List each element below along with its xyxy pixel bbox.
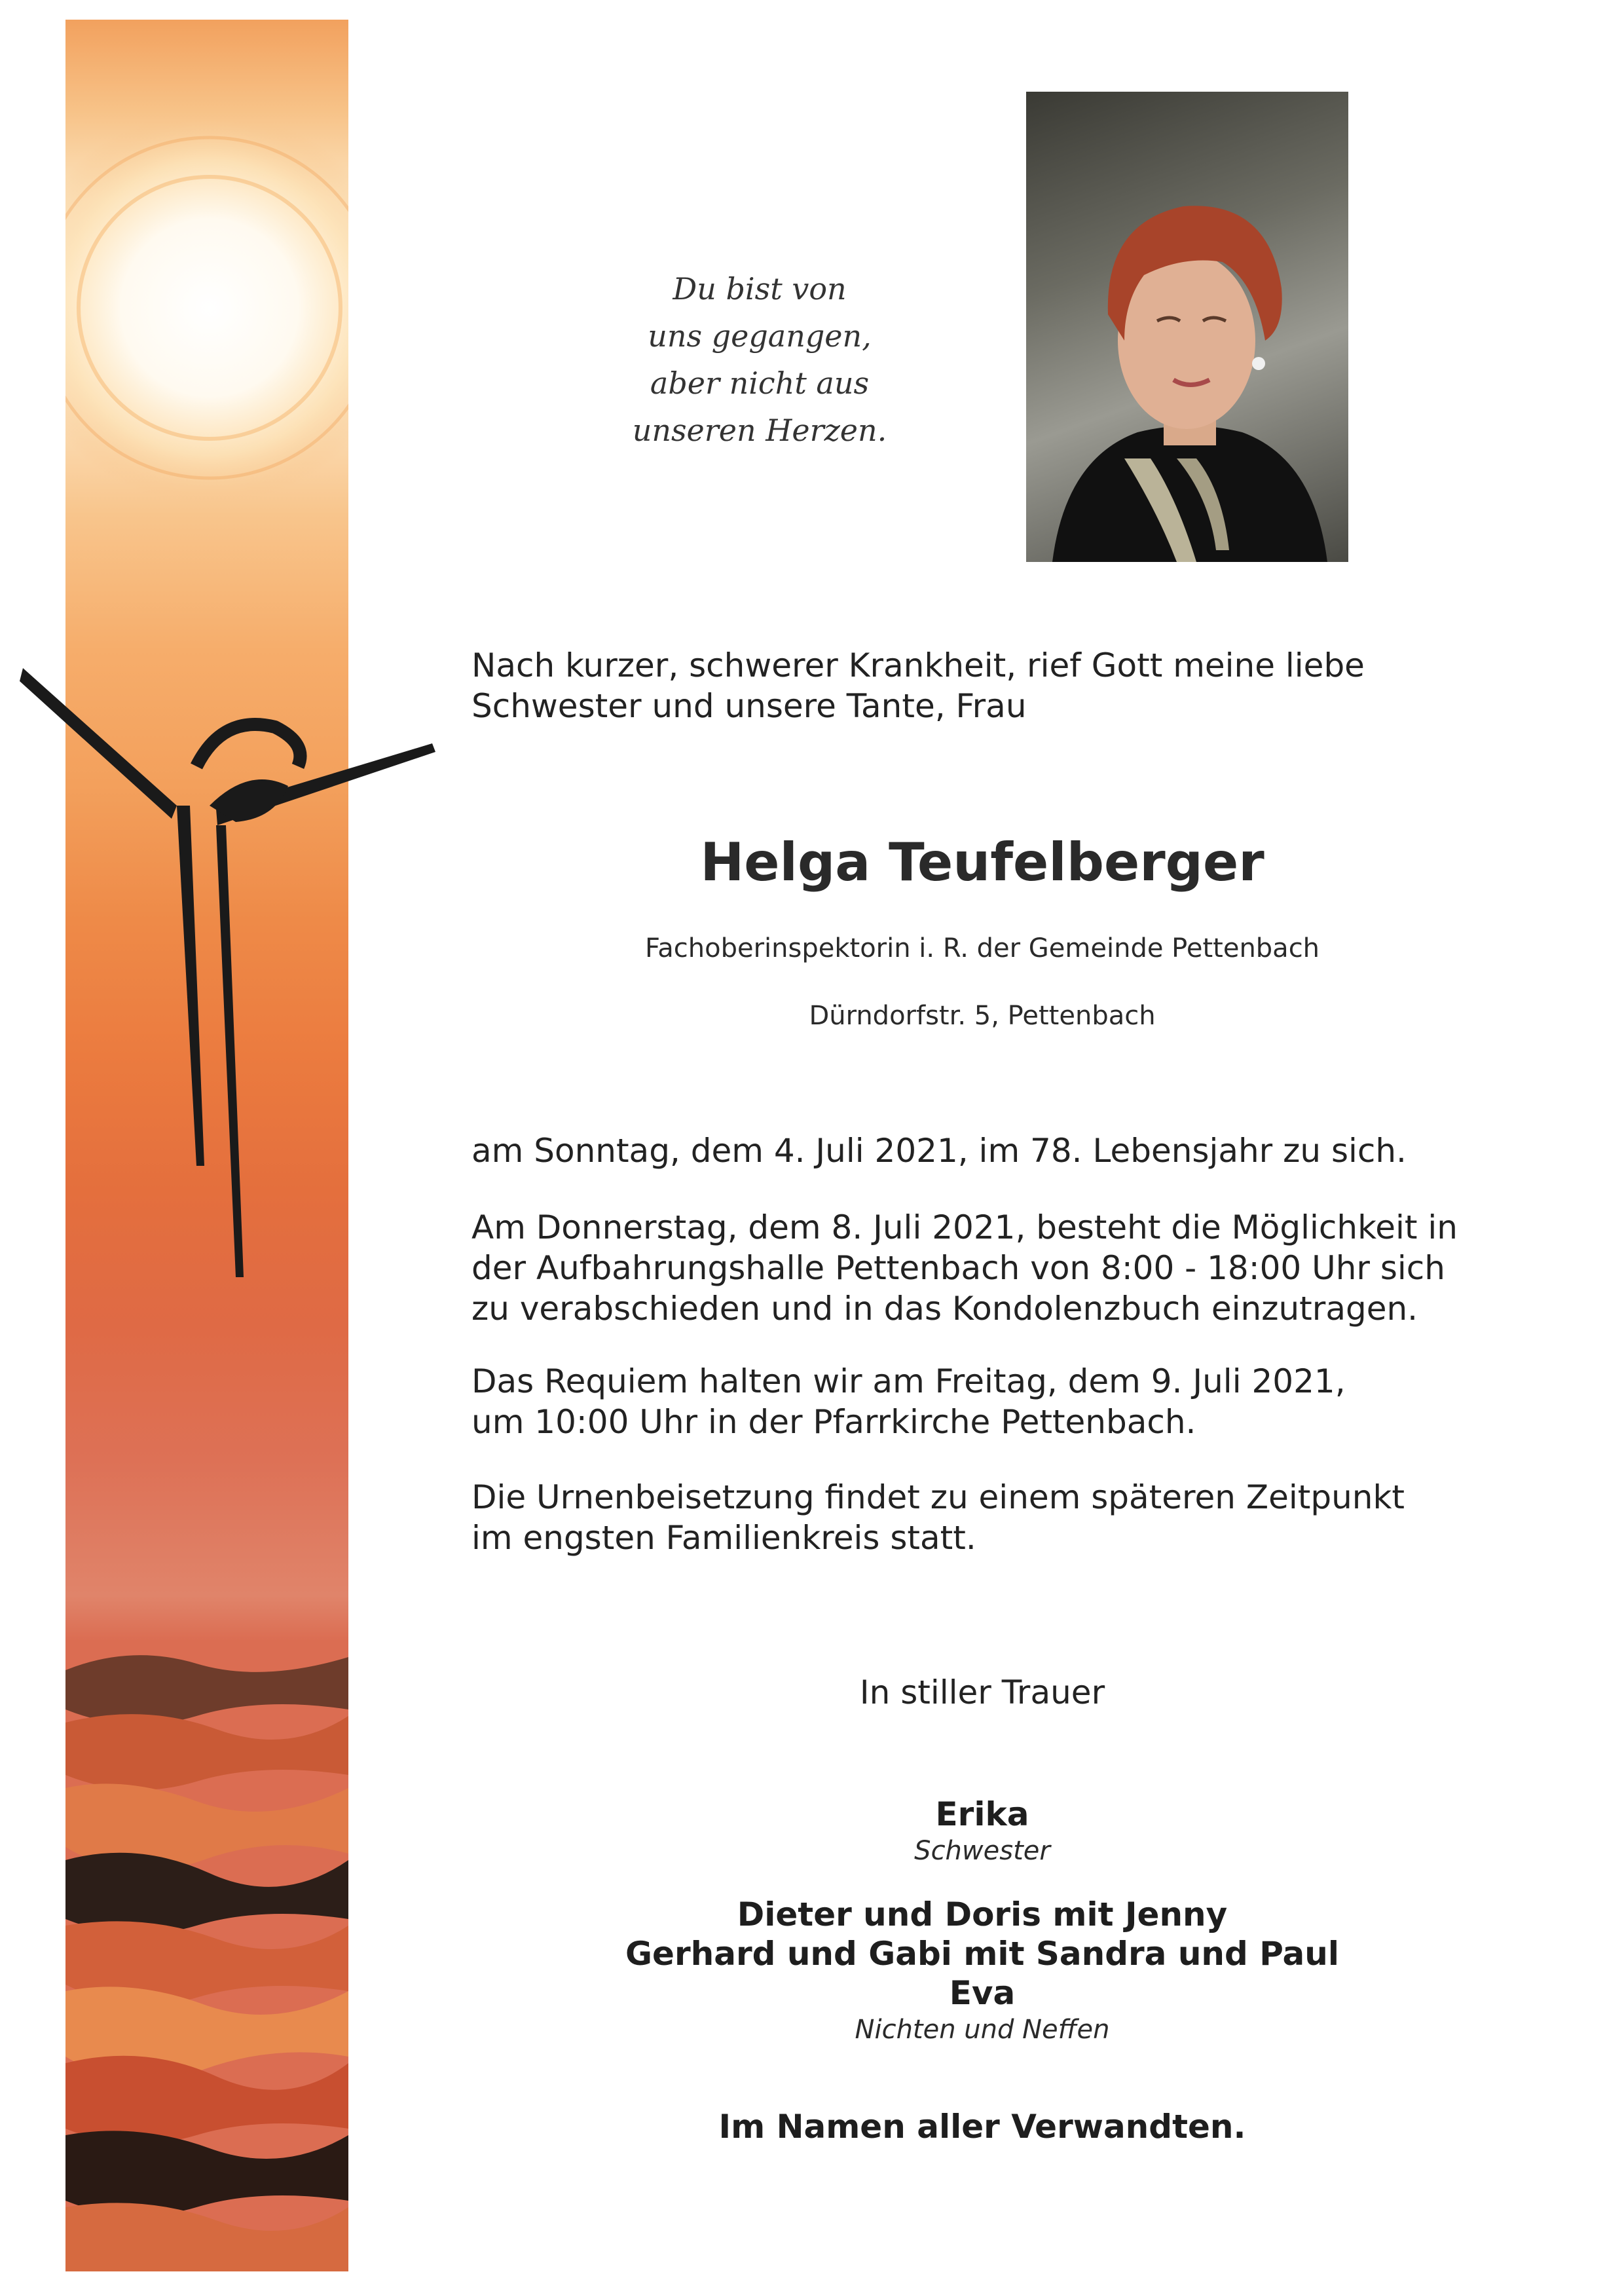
viewing-text <box>471 1207 1519 1329</box>
relatives-block <box>550 1895 1414 2047</box>
urn-line: im engsten Familienkreis statt. <box>471 1519 976 1557</box>
quote-line: unseren Herzen. <box>632 413 887 448</box>
urn-line: Die Urnenbeisetzung findet zu einem späteren Zeitpunkt <box>471 1478 1405 1516</box>
closing-block <box>550 2108 1414 2146</box>
portrait-illustration <box>1026 92 1348 562</box>
quote-line: uns gegangen, <box>648 318 872 354</box>
memorial-quote <box>589 265 930 454</box>
deceased-address-block <box>550 1001 1414 1031</box>
relative-line: Eva <box>949 1974 1016 2012</box>
deceased-title-block <box>550 933 1414 963</box>
sister-name: Erika <box>935 1795 1029 1833</box>
urn-text <box>471 1477 1519 1558</box>
intro-line: Nach kurzer, schwerer Krankheit, rief Gott meine liebe <box>471 646 1365 684</box>
signoff: In stiller Trauer <box>859 1673 1105 1711</box>
viewing-line: zu verabschieden und in das Kondolenzbuch einzutragen. <box>471 1290 1418 1328</box>
banner-painting <box>65 20 348 2271</box>
relative-line: Gerhard und Gabi mit Sandra und Paul <box>625 1935 1339 1973</box>
closing-line: Im Namen aller Verwandten. <box>718 2108 1246 2146</box>
sister-block <box>550 1795 1414 1868</box>
quote-line: aber nicht aus <box>650 365 870 401</box>
viewing-line: der Aufbahrungshalle Pettenbach von 8:00 - 18:00 Uhr sich <box>471 1249 1445 1287</box>
death-text <box>471 1130 1519 1171</box>
intro-text <box>471 645 1519 726</box>
deceased-block <box>550 832 1414 893</box>
relatives-role: Nichten und Neffen <box>855 2015 1110 2045</box>
death-line: am Sonntag, dem 4. Juli 2021, im 78. Lebensjahr zu sich. <box>471 1132 1407 1170</box>
intro-line: Schwester und unsere Tante, Frau <box>471 687 1027 725</box>
requiem-line: um 10:00 Uhr in der Pfarrkirche Pettenbach. <box>471 1403 1196 1441</box>
deceased-title: Fachoberinspektorin i. R. der Gemeinde Pettenbach <box>644 933 1320 963</box>
decorative-banner <box>65 20 348 2271</box>
requiem-line: Das Requiem halten wir am Freitag, dem 9. Juli 2021, <box>471 1362 1346 1400</box>
deceased-name: Helga Teufelberger <box>700 832 1264 893</box>
deceased-address: Dürndorfstr. 5, Pettenbach <box>809 1001 1156 1031</box>
relative-line: Dieter und Doris mit Jenny <box>737 1895 1228 1933</box>
portrait-photo <box>1026 92 1348 562</box>
requiem-text <box>471 1361 1519 1442</box>
signoff-block <box>550 1673 1414 1711</box>
sister-role: Schwester <box>914 1836 1050 1866</box>
quote-line: Du bist von <box>673 271 847 307</box>
viewing-line: Am Donnerstag, dem 8. Juli 2021, besteht die Möglichkeit in <box>471 1208 1458 1246</box>
